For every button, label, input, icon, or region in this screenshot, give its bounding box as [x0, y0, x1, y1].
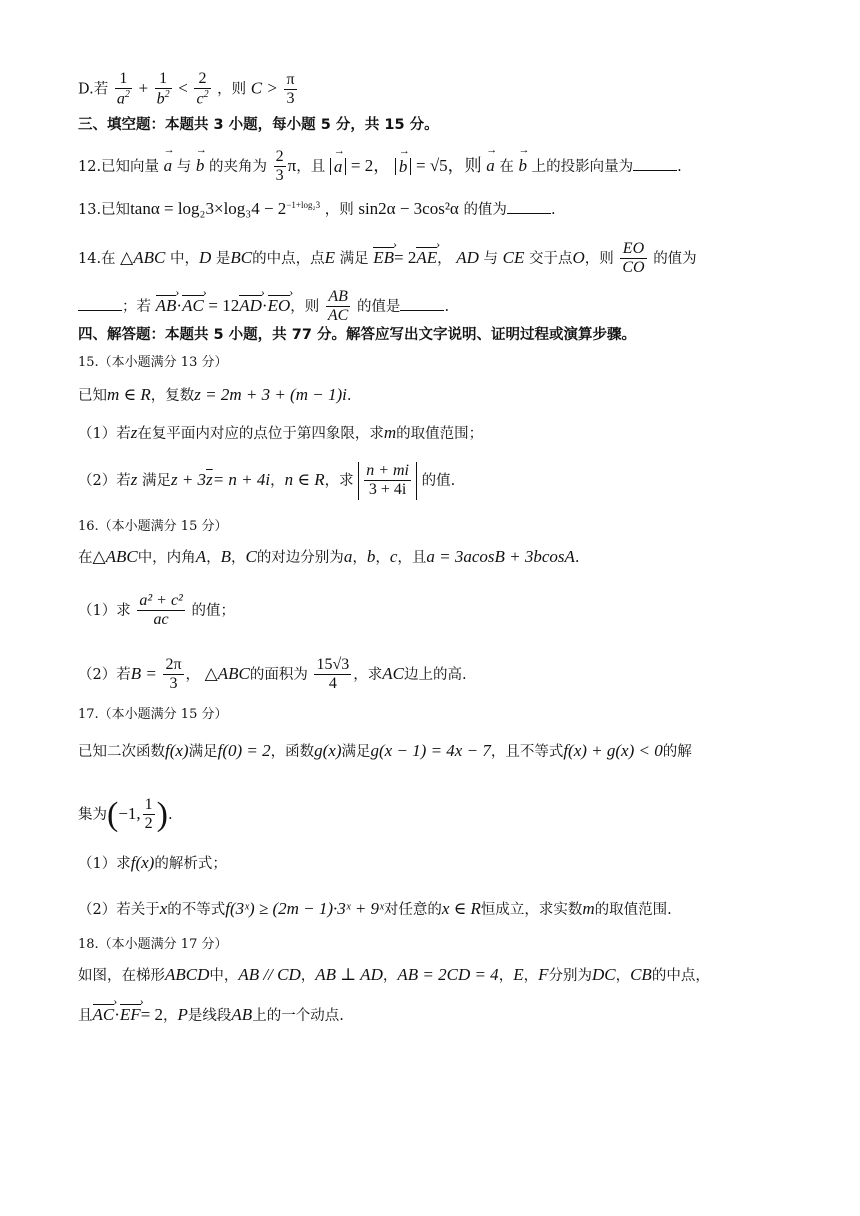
pi: π — [287, 155, 297, 175]
point-p: P — [177, 1005, 188, 1024]
triangle-abc: △ABC — [204, 663, 250, 683]
vector-ad: AD › — [239, 295, 262, 314]
triangle-abc: △ABC — [92, 547, 138, 566]
q14-text: ，则 — [584, 250, 614, 267]
option-d-label: D.若 — [78, 81, 109, 98]
q16-text: （1）求 — [78, 602, 131, 619]
abs-vector-b: → b — [395, 158, 412, 175]
q18-header: 18.（本小题满分 17 分） — [78, 937, 228, 952]
q13-text: 的值为 — [463, 202, 507, 218]
vector-b: → b — [196, 157, 205, 174]
q16-header: 16.（本小题满分 15 分） — [78, 519, 228, 534]
q17-text: 恒成立，求实数 — [480, 902, 583, 918]
q14-text: 是 — [215, 250, 231, 267]
q12-text: 上的投影向量为 — [531, 158, 634, 175]
q18-text: ， — [615, 968, 631, 984]
fraction: $\frac{\pi}{3}$ — [286, 70, 295, 108]
q17-text: 已知二次函数 — [78, 744, 165, 760]
answer-blank — [400, 298, 444, 311]
q18-text: ， — [300, 968, 316, 984]
q17-text: 集为 — [78, 806, 107, 823]
q17-text: 的解 — [662, 744, 692, 760]
q17-text: 满足 — [188, 744, 218, 760]
q14-text: 满足 — [339, 250, 369, 267]
q17-math: f(x) — [165, 741, 189, 760]
vector-a: → a — [486, 157, 495, 174]
q15-math: n ∈ R — [284, 469, 325, 489]
q13-exponent: −1+log₂3 — [286, 200, 321, 211]
q17-solution-set: 集为(−1, $\frac{1}{2}$ ). — [78, 795, 173, 833]
answer-blank — [633, 158, 677, 171]
q17-text: . — [168, 806, 173, 823]
point-o: O — [572, 247, 585, 267]
q17-stem — [78, 742, 800, 760]
q15-part1 — [78, 424, 800, 442]
q16-part2 — [78, 656, 800, 694]
question-12 — [78, 148, 800, 186]
point-d: D — [198, 247, 212, 267]
q17-math: f(x) + g(x) < 0 — [563, 741, 663, 760]
abs-fraction: $\frac{n + mi}{3 + 4i}$ — [358, 462, 417, 500]
q15-text: ， — [270, 472, 285, 489]
q18-text: ， — [382, 968, 398, 984]
q17-text: 满足 — [341, 744, 371, 760]
q17-header: 17.（本小题满分 15 分） — [78, 707, 228, 722]
q18-math: AB = 2CD = 4 — [397, 965, 499, 984]
q15-text: 的取值范围； — [396, 426, 484, 442]
abs-vector-a: → a — [330, 158, 347, 175]
less-than: < — [178, 78, 188, 98]
side-b: b — [366, 547, 376, 566]
q12-text: 的夹角为 — [209, 158, 267, 175]
q17-text: （1）求 — [78, 856, 131, 872]
q13-end: . — [550, 202, 556, 218]
q14b-end: . — [444, 298, 450, 315]
q15-math: z = 2m + 3 + (m − 1)i — [194, 385, 347, 404]
q18-text: ， — [163, 1008, 178, 1024]
q15-text: . — [346, 388, 352, 404]
q14-text: ， — [437, 250, 452, 267]
q15-text: （1）若 — [78, 426, 131, 442]
q18-text: 分别为 — [548, 968, 592, 984]
fraction: $\frac{\text{a² + c²}}{ac}$ — [139, 592, 183, 629]
q18-text: 是线段 — [187, 1008, 232, 1024]
dot: · — [176, 295, 183, 315]
question-14-part2: ；若 AB ›·AC › = 12AD ›·EO ›，则 $\frac{AB}{AC}$ 的值是 . — [78, 288, 800, 326]
side-a: a — [343, 547, 353, 566]
q17-math: f(x) — [130, 853, 155, 872]
q16-text: . — [574, 550, 580, 566]
q14b-text: ，则 — [290, 298, 320, 315]
q17-math: f(3ˣ) ≥ (2m − 1)·3ˣ + 9ˣ — [225, 899, 384, 918]
fraction: $\frac{2}{3}$ — [275, 148, 284, 185]
vector-eb: EB › — [373, 247, 394, 266]
q18-stem — [78, 966, 800, 984]
q15-text: ，求 — [324, 472, 354, 489]
answer-blank — [507, 201, 551, 214]
fraction: $\frac{15√3}{4}$ — [316, 656, 350, 693]
q16-text: 的值； — [191, 602, 235, 619]
q14-text: 交于点 — [528, 250, 573, 267]
q17-text: 的不等式 — [167, 902, 226, 918]
segment-ad: AD — [456, 247, 479, 267]
q13-text: ，则 — [324, 202, 354, 218]
q17-text: 的解析式； — [154, 856, 227, 872]
segment-ab: AB — [231, 1005, 253, 1024]
q17-part1 — [78, 854, 800, 872]
vector-ac: AC › — [182, 295, 204, 314]
option-d-then: ，则 — [217, 81, 247, 98]
q18-math: AB ⊥ AD — [315, 965, 383, 984]
angle-b: B — [220, 547, 231, 566]
dot: · — [114, 1005, 120, 1024]
q16-text: ，且 — [397, 550, 427, 566]
q18-text: 的中点， — [651, 968, 710, 984]
q14-text: 与 — [483, 250, 498, 267]
segment-cb: CB — [630, 965, 652, 984]
q18-text: 且 — [78, 1008, 93, 1024]
vector-ab: AB › — [156, 295, 177, 314]
q15-header: 15.（本小题满分 13 分） — [78, 355, 228, 370]
q14-number: 14.在 — [78, 250, 116, 267]
fraction: $\frac{1}{2}$ — [144, 796, 153, 833]
section-4-title: 四、解答题：本题共 5 小题，共 77 分。解答应写出文字说明、证明过程或演算步骤。 — [78, 327, 636, 343]
q12-text: = 2， — [350, 155, 391, 175]
q16-text: 的面积为 — [249, 666, 308, 683]
vector-ac: AC › — [93, 1004, 115, 1023]
side-ac: AC — [382, 663, 404, 683]
q17-text: （2）若关于 — [78, 902, 160, 918]
fraction-eo-co: $\frac{EO}{CO}$ — [622, 240, 645, 277]
q17-text: 对任意的 — [383, 902, 442, 918]
option-d-conclusion: C > — [250, 78, 278, 98]
q15-part2 — [78, 462, 800, 500]
q17-math: −1, — [118, 803, 141, 823]
q17-text: 的取值范围. — [594, 902, 672, 918]
segment-ce: CE — [502, 247, 525, 267]
trapezoid-abcd: ABCD — [165, 965, 210, 984]
question-13 — [78, 200, 800, 218]
q15-text: 已知 — [78, 388, 107, 404]
fraction: $\frac{2}{c^2}$ — [196, 70, 209, 108]
q16-text: 的对边分别为 — [256, 550, 344, 566]
q15-text: 的值. — [421, 472, 456, 489]
q15-math: z + 3 — [170, 469, 207, 489]
q15-math: z — [130, 469, 138, 489]
q16-text: 边上的高. — [403, 666, 467, 683]
answer-blank — [78, 298, 122, 311]
q13-expression-2: sin2α − 3cos²α — [358, 199, 459, 218]
q15-math: z — [130, 423, 138, 442]
q13-expression: tanα = log₂3×log₃4 − 2 — [130, 199, 287, 218]
q15-math: = n + 4i — [212, 469, 271, 489]
q12-text: 与 — [176, 158, 192, 175]
q18-math: AB // CD — [238, 965, 301, 984]
vector-a: → a — [164, 157, 173, 174]
option-d: D.若 $\frac{1}{a^2}$ + $\frac{1}{b^2}$ < $\frac{2}{c^2}$ ，则 C > $\frac{\pi}{3}$ — [78, 70, 295, 108]
q12-number: 12.已知向量 — [78, 158, 160, 175]
q12-text: ，且 — [296, 158, 326, 175]
q14b-text: = 12 — [208, 295, 240, 315]
q16-equation: a = 3acosB + 3bcosA — [426, 547, 575, 566]
q18-text: 中， — [209, 968, 239, 984]
q15-text: 在复平面内对应的点位于第四象限，求 — [137, 426, 384, 442]
q15-text: 满足 — [141, 472, 171, 489]
q16-math: B = — [130, 663, 157, 683]
q15-math: m — [383, 423, 397, 442]
vector-ef: EF › — [120, 1004, 141, 1023]
q14b-text: ；若 — [122, 298, 151, 315]
segment-bc: BC — [230, 247, 253, 267]
q15-math: m ∈ R — [107, 385, 151, 404]
q17-math: g(x − 1) = 4x − 7 — [370, 741, 491, 760]
fraction: $\frac{2\pi}{3}$ — [165, 656, 182, 693]
q17-part2 — [78, 900, 800, 918]
q18-text: ， — [523, 968, 539, 984]
q18-stem-2 — [78, 1004, 800, 1024]
q15-text: ，复数 — [150, 388, 195, 404]
angle-a: A — [195, 547, 207, 566]
q16-text: 在 — [78, 550, 93, 566]
q12-end: . — [677, 158, 682, 175]
point-e: E — [324, 247, 335, 267]
vector-b: → b — [518, 157, 527, 174]
q16-part1 — [78, 592, 800, 630]
q18-text: 上的一个动点. — [252, 1008, 344, 1024]
vector-eo: EO › — [268, 295, 291, 314]
fraction-ab-ac: $\frac{AB}{AC}$ — [327, 288, 349, 325]
q17-text: ，且不等式 — [490, 744, 564, 760]
q17-math: x — [159, 899, 168, 918]
q18-text: 如图，在梯形 — [78, 968, 165, 984]
q14-text: = 2 — [393, 247, 417, 267]
q16-text: （2）若 — [78, 666, 131, 683]
q14-text: 中， — [169, 250, 199, 267]
q12-text: 在 — [499, 158, 514, 175]
q16-text: ，求 — [353, 666, 383, 683]
fraction: $\frac{1}{b^2}$ — [156, 70, 170, 108]
q16-text: 中，内角 — [137, 550, 196, 566]
q17-math: g(x) — [314, 741, 342, 760]
q14b-text: 的值是 — [356, 298, 401, 315]
vector-ae: AE › — [416, 247, 437, 266]
side-c: c — [389, 547, 398, 566]
q12-text: = √5，则 — [415, 155, 482, 175]
section-3-title: 三、填空题：本题共 3 小题，每小题 5 分，共 15 分。 — [78, 117, 439, 133]
q17-math: x ∈ R — [441, 899, 481, 918]
point-f: F — [538, 965, 549, 984]
q13-number: 13.已知 — [78, 202, 131, 218]
point-e: E — [513, 965, 524, 984]
q18-math: = 2 — [140, 1005, 164, 1024]
q15-text: （2）若 — [78, 472, 131, 489]
q14-text: 的值为 — [653, 250, 697, 267]
q17-math: m — [582, 899, 595, 918]
segment-dc: DC — [591, 965, 616, 984]
conjugate-z: $\overline{z}$ — [206, 469, 213, 489]
q17-math: f(0) = 2 — [217, 741, 271, 760]
question-14 — [78, 240, 800, 278]
q18-text: ， — [498, 968, 514, 984]
q14-text: 的中点，点 — [252, 250, 325, 267]
angle-c: C — [245, 547, 257, 566]
q16-text: ， — [185, 666, 201, 683]
fraction: $\frac{1}{a^2}$ — [116, 70, 130, 108]
q16-stem: 在△ABC中，内角A，B，C的对边分别为a，b，c，且a = 3acosB + 3bcosA. — [78, 547, 580, 566]
triangle-abc: △ABC — [120, 247, 166, 267]
q17-text: ，函数 — [270, 744, 315, 760]
q15-stem — [78, 386, 800, 404]
